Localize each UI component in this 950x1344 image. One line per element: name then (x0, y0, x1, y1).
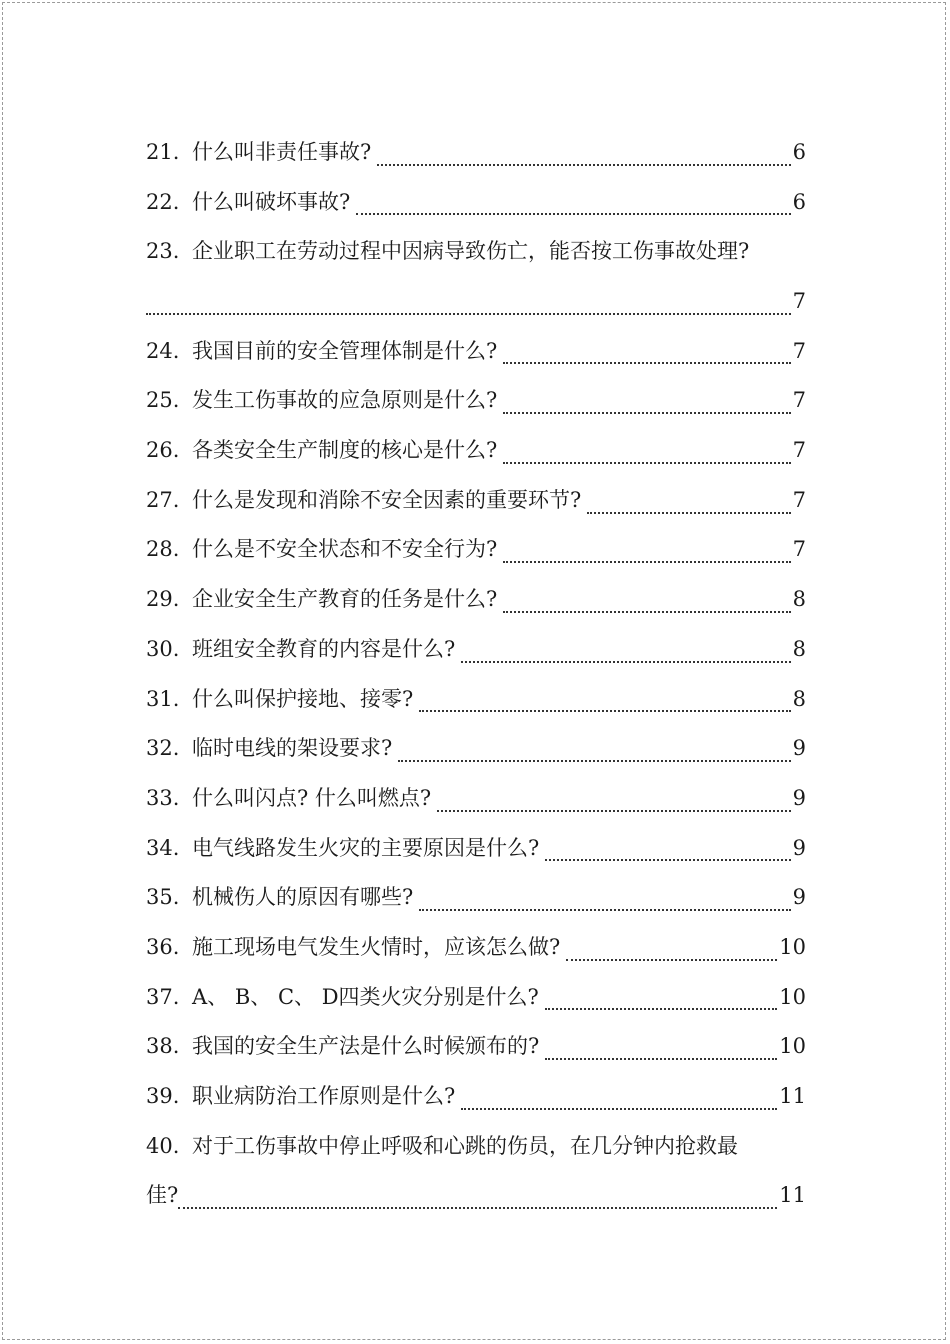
entry-title: 对于工伤事故中停止呼吸和心跳的伤员，在几分钟内抢救最 (192, 1133, 738, 1158)
dot-leader (503, 362, 790, 364)
entry-page-number: 10 (779, 1034, 806, 1059)
entry-title: 发生工伤事故的应急原则是什么? (192, 388, 498, 413)
entry-number: 28. (146, 537, 180, 562)
entry-title: 我国目前的安全管理体制是什么? (192, 338, 498, 363)
entry-title: 电气线路发生火灾的主要原因是什么? (192, 835, 540, 860)
dot-leader (503, 611, 790, 613)
toc-entry[interactable] (146, 625, 806, 675)
entry-page-number: 10 (779, 984, 806, 1009)
dot-leader (461, 1108, 777, 1110)
entry-number: 29. (146, 587, 180, 612)
entry-page-number: 9 (792, 835, 806, 860)
dot-leader (503, 412, 790, 414)
toc-entry[interactable] (146, 873, 806, 923)
dot-leader (398, 760, 790, 762)
dot-leader (545, 1008, 777, 1010)
entry-title: 临时电线的架设要求? (192, 736, 393, 761)
toc-entry[interactable] (146, 178, 806, 228)
entry-page-number: 6 (792, 189, 806, 214)
entry-title: 施工现场电气发生火情时，应该怎么做? (192, 934, 561, 959)
entry-page-number: 8 (792, 587, 806, 612)
toc-entry[interactable] (146, 526, 806, 576)
toc-entry[interactable] (146, 724, 806, 774)
dot-leader (419, 909, 790, 911)
toc-entry[interactable] (146, 476, 806, 526)
entry-title: 机械伤人的原因有哪些? (192, 885, 414, 910)
entry-page-number: 9 (792, 785, 806, 810)
entry-page-number: 8 (792, 686, 806, 711)
dot-leader (146, 313, 791, 315)
toc-entry[interactable] (146, 1072, 806, 1122)
entry-title: 职业病防治工作原则是什么? (192, 1084, 456, 1109)
toc-entry[interactable] (146, 675, 806, 725)
dot-leader (356, 213, 790, 215)
dot-leader (461, 661, 790, 663)
entry-page-number: 6 (792, 139, 806, 164)
entry-title: 什么叫闪点? 什么叫燃点? (192, 785, 432, 810)
toc-entry-continuation[interactable] (146, 1171, 806, 1221)
entry-number: 40. (146, 1133, 180, 1158)
dot-leader (566, 959, 777, 961)
entry-title: 班组安全教育的内容是什么? (192, 636, 456, 661)
entry-number: 36. (146, 934, 180, 959)
entry-title: A、 B、 C、 D四类火灾分别是什么? (192, 984, 539, 1009)
entry-title: 什么是不安全状态和不安全行为? (192, 537, 498, 562)
toc-entry[interactable] (146, 426, 806, 476)
entry-page-number: 7 (792, 537, 806, 562)
entry-page-number: 11 (779, 1084, 806, 1109)
entry-number: 21. (146, 139, 180, 164)
toc-entry[interactable] (146, 227, 806, 277)
entry-number: 39. (146, 1084, 180, 1109)
toc-entry[interactable] (146, 824, 806, 874)
entry-number: 27. (146, 487, 180, 512)
entry-title: 什么叫保护接地、接零? (192, 686, 414, 711)
entry-page-number: 9 (792, 885, 806, 910)
dot-leader (503, 462, 790, 464)
entry-page-number: 7 (792, 289, 806, 314)
dot-leader (419, 710, 790, 712)
dot-leader (437, 810, 790, 812)
entry-page-number: 8 (792, 636, 806, 661)
entry-number: 22. (146, 189, 180, 214)
dot-leader (178, 1207, 777, 1209)
toc-entry[interactable] (146, 376, 806, 426)
toc-entry[interactable] (146, 1022, 806, 1072)
toc-entry[interactable] (146, 923, 806, 973)
entry-title: 什么是发现和消除不安全因素的重要环节? (192, 487, 582, 512)
entry-number: 31. (146, 686, 180, 711)
entry-number: 25. (146, 388, 180, 413)
entry-number: 24. (146, 338, 180, 363)
entry-page-number: 7 (792, 388, 806, 413)
entry-page-number: 7 (792, 338, 806, 363)
entry-number: 37. (146, 984, 180, 1009)
entry-title: 我国的安全生产法是什么时候颁布的? (192, 1034, 540, 1059)
entry-number: 30. (146, 636, 180, 661)
entry-number: 35. (146, 885, 180, 910)
entry-title: 各类安全生产制度的核心是什么? (192, 438, 498, 463)
entry-number: 32. (146, 736, 180, 761)
toc-entry[interactable] (146, 327, 806, 377)
toc-entry-continuation[interactable] (146, 277, 806, 327)
toc-entry[interactable] (146, 774, 806, 824)
toc-entry[interactable] (146, 1122, 806, 1172)
entry-number: 23. (146, 239, 180, 264)
toc-entry[interactable] (146, 575, 806, 625)
entry-number: 34. (146, 835, 180, 860)
dot-leader (545, 859, 790, 861)
entry-title-continuation: 佳? (146, 1183, 179, 1208)
entry-page-number: 11 (779, 1183, 806, 1208)
entry-title: 什么叫破坏事故? (192, 189, 351, 214)
dot-leader (377, 164, 790, 166)
entry-page-number: 10 (779, 934, 806, 959)
entry-number: 26. (146, 438, 180, 463)
dot-leader (587, 512, 790, 514)
entry-number: 38. (146, 1034, 180, 1059)
toc-entry[interactable] (146, 128, 806, 178)
entry-page-number: 9 (792, 736, 806, 761)
dot-leader (545, 1058, 777, 1060)
dot-leader (503, 561, 790, 563)
entry-page-number: 7 (792, 487, 806, 512)
toc-entry[interactable] (146, 973, 806, 1023)
entry-title: 企业职工在劳动过程中因病导致伤亡，能否按工伤事故处理? (192, 239, 750, 264)
table-of-contents (146, 128, 806, 1221)
entry-title: 企业安全生产教育的任务是什么? (192, 587, 498, 612)
entry-number: 33. (146, 785, 180, 810)
entry-page-number: 7 (792, 438, 806, 463)
entry-title: 什么叫非责任事故? (192, 139, 372, 164)
